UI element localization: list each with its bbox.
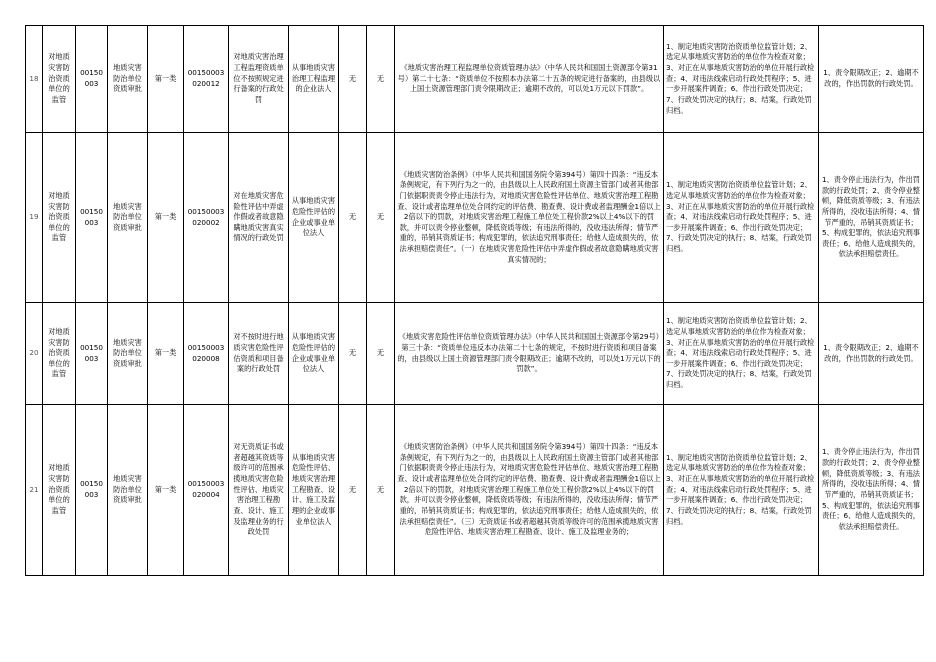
legal-basis-text: 《地质灾害防治条例》（中华人民共和国国务院令第394号）第四十四条：“违反本条例规定，有下列行为之一的，由县级以上人民政府国土资源主管部门或者其他部门依据职责责令停止违法行为，对地质灾害危险性评估单位、地质灾害治理工程勘查、设计或者监理单位处合同约定的评估费、勘查费、设计费或者监理酬金1倍以上2倍以下的罚款，对地质灾害治理工程施工单位处工程价款2%以上4%以下的罚款，并可以责令停业整顿，降低资质等级；有违法所得的，没收违法所得；情节严重的，吊销其资质证书；构成犯罪的，依法追究刑事责任；给他人造成损失的，依法承担赔偿责任”。（一）在地质灾害危险性评估中弄虚作假或者故意隐瞒地质灾害真实情况的； [397, 169, 661, 264]
row-index: 19 [26, 133, 43, 303]
item-type: 第一类 [148, 133, 184, 303]
row-index: 18 [26, 26, 43, 133]
field-b: 无 [367, 405, 395, 576]
table-row [26, 405, 924, 576]
legal-basis-text: 《地质灾害治理工程监理单位资质管理办法》（中华人民共和国国土资源部令第31号）第二十七条：“资质单位不按照本办法第二十五条的规定进行备案的，由县级以上国土资源管理部门责令限期改正；逾期不改的，可以处1万元以下罚款”。 [397, 63, 661, 94]
matter-code: 00150003020004 [184, 405, 229, 576]
supervision-category: 对地质灾害防治资质单位的监管 [43, 303, 76, 405]
table-row [26, 303, 924, 405]
legal-basis-text: 《地质灾害防治条例》（中华人民共和国国务院令第394号）第四十四条：“违反本条例规定，有下列行为之一的，由县级以上人民政府国土资源主管部门或者其他部门依据职责责令停止违法行为，对地质灾害危险性评估单位、地质灾害治理工程勘查、设计或者监理单位处合同约定的评估费、勘查费、设计费或者监理酬金1倍以上2倍以下的罚款，对地质灾害治理工程施工单位处工程价款2%以上4%以下的罚款，并可以责令停业整顿，降低资质等级；有违法所得的，没收违法所得；情节严重的，吊销其资质证书；构成犯罪的，依法追究刑事责任；给他人造成损失的，依法承担赔偿责任”。（三）无资质证书或者超越其资质等级许可的范围承揽地质灾害危险性评估、地质灾害治理工程勘查、设计、施工及监理业务的； [397, 442, 661, 537]
row-index: 21 [26, 405, 43, 576]
field-b: 无 [367, 133, 395, 303]
legal-basis [395, 405, 664, 576]
table-row [26, 133, 924, 303]
handling-results [819, 405, 924, 576]
item-type: 第一类 [148, 303, 184, 405]
item-code: 00150003 [76, 405, 108, 576]
supervision-target: 从事地质灾害危险性评估的企业或事业单位法人 [289, 303, 339, 405]
matter-code: 00150003020008 [184, 303, 229, 405]
field-a: 无 [339, 405, 367, 576]
supervision-category: 对地质灾害防治资质单位的监管 [43, 405, 76, 576]
procedure-steps [664, 133, 819, 303]
row-index: 20 [26, 303, 43, 405]
procedure-steps [664, 303, 819, 405]
field-a: 无 [339, 303, 367, 405]
matter-code: 00150003020012 [184, 26, 229, 133]
item-name: 地质灾害防治单位资质审批 [108, 303, 148, 405]
supervision-target: 从事地质灾害治理工程监理的企业法人 [289, 26, 339, 133]
matter-code: 00150003020002 [184, 133, 229, 303]
legal-basis [395, 26, 664, 133]
legal-basis [395, 303, 664, 405]
item-name: 地质灾害防治单位资质审批 [108, 26, 148, 133]
handling-results-text: 1、责令限期改正；2、逾期不改的，作出罚款的行政处罚。 [823, 68, 919, 88]
item-code: 00150003 [76, 303, 108, 405]
matter-name: 对在地质灾害危险性评估中弄虚作假或者故意隐瞒地质灾害真实情况的行政处罚 [229, 133, 289, 303]
legal-basis-text: 《地质灾害危险性评估单位资质管理办法》（中华人民共和国国土资源部令第29号）第三十条：“资质单位违反本办法第二十七条的规定，不按时进行资质和项目备案的，由县级以上国土资源管理部门责令限期改正；逾期不改的，可以处1万元以下的罚款”。 [397, 332, 661, 374]
handling-results [819, 303, 924, 405]
field-b: 无 [367, 303, 395, 405]
item-type: 第一类 [148, 405, 184, 576]
procedure-steps-text: 1、制定地质灾害防治资质单位监管计划；2、选定从事地质灾害防治的单位作为检查对象；3、对正在从事地质灾害防治的单位开展行政检查；4、对违法线索启动行政处罚程序；5、进一步开展案件调查；6、作出行政处罚决定；7、行政处罚决定的执行；8、结案，行政处罚归档。 [666, 316, 815, 390]
procedure-steps-text: 1、制定地质灾害防治资质单位监管计划；2、选定从事地质灾害防治的单位作为检查对象；3、对正在从事地质灾害防治的单位开展行政检查；4、对违法线索启动行政处罚程序；5、进一步开展案件调查；6、作出行政处罚决定；7、行政处罚决定的执行；8、结案，行政处罚归档。 [666, 452, 815, 526]
matter-name: 对不按时进行地质灾害危险性评估资质和项目备案的行政处罚 [229, 303, 289, 405]
supervision-category: 对地质灾害防治资质单位的监管 [43, 133, 76, 303]
supervision-category: 对地质灾害防治资质单位的监管 [43, 26, 76, 133]
procedure-steps-text: 1、制定地质灾害防治资质单位监管计划；2、选定从事地质灾害防治的单位作为检查对象；3、对正在从事地质灾害防治的单位开展行政检查；4、对违法线索启动行政处罚程序；5、进一步开展案件调查；6、作出行政处罚决定；7、行政处罚决定的执行；8、结案，行政处罚归档。 [666, 180, 815, 254]
item-name: 地质灾害防治单位资质审批 [108, 133, 148, 303]
procedure-steps-text: 1、制定地质灾害防治资质单位监管计划；2、选定从事地质灾害防治的单位作为检查对象；3、对正在从事地质灾害防治的单位开展行政检查；4、对违法线索启动行政处罚程序；5、进一步开展案件调查；6、作出行政处罚决定；7、行政处罚决定的执行；8、结案，行政处罚归档。 [666, 41, 815, 115]
field-a: 无 [339, 26, 367, 133]
table-row [26, 26, 924, 133]
handling-results-text: 1、责令停止违法行为，作出罚款的行政处罚；2、责令停业整顿，降低资质等级；3、有违法所得的，没收违法所得；4、情节严重的，吊销其资质证书；5、构成犯罪的，依法追究刑事责任；6、给他人造成损失的，依法承担赔偿责任。 [821, 447, 920, 531]
procedure-steps [664, 405, 819, 576]
matter-name: 对无资质证书或者超越其资质等级许可的范围承揽地质灾害危险性评估、地质灾害治理工程勘查、设计、施工及监理业务的行政处罚 [229, 405, 289, 576]
item-code: 00150003 [76, 133, 108, 303]
item-type: 第一类 [148, 26, 184, 133]
legal-basis [395, 133, 664, 303]
item-name: 地质灾害防治单位资质审批 [108, 405, 148, 576]
supervision-target: 从事地质灾害危险性评估的企业或事业单位法人 [289, 133, 339, 303]
supervision-target: 从事地质灾害危险性评估、地质灾害治理工程勘查、设计、施工及监理的企业或事业单位法人 [289, 405, 339, 576]
handling-results [819, 133, 924, 303]
regulation-table [25, 25, 924, 576]
matter-name: 对地质灾害治理工程监理资质单位不按照规定进行备案的行政处罚 [229, 26, 289, 133]
handling-results [819, 26, 924, 133]
handling-results-text: 1、责令停止违法行为，作出罚款的行政处罚；2、责令停业整顿，降低资质等级；3、有违法所得的，没收违法所得；4、情节严重的，吊销其资质证书；5、构成犯罪的，依法追究刑事责任；6、给他人造成损失的，依法承担赔偿责任。 [821, 174, 920, 259]
handling-results-text: 1、责令限期改正；2、逾期不改的，作出罚款的行政处罚。 [823, 342, 919, 363]
field-b: 无 [367, 26, 395, 133]
item-code: 00150003 [76, 26, 108, 133]
procedure-steps [664, 26, 819, 133]
field-a: 无 [339, 133, 367, 303]
